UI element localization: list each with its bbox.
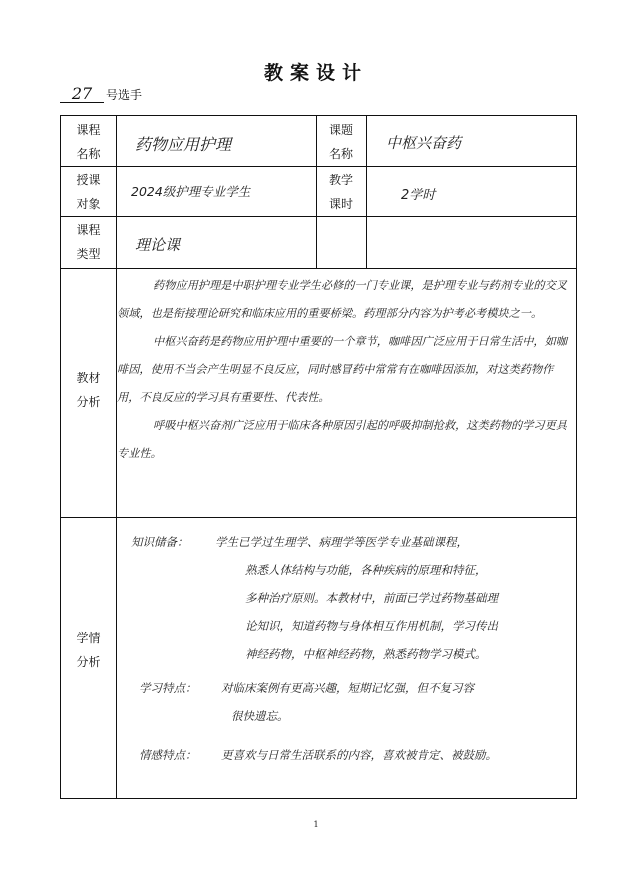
learning-trait-line-1: 对临床案例有更高兴趣，短期记忆强，但不复习容 (221, 681, 474, 695)
learning-trait-line-2: 很快遗忘。 (231, 709, 289, 723)
contestant-label: 号选手 (106, 88, 143, 102)
audience-value: 2024级护理专业学生 (131, 184, 251, 199)
emotion-trait-label: 情感特点： (139, 748, 197, 762)
course-name-value: 药物应用护理 (135, 135, 232, 154)
knowledge-line-5: 神经药物，中枢神经药物，熟悉药物学习模式。 (245, 647, 487, 661)
audience-label: 授课 对象 (76, 173, 101, 211)
lesson-plan-table (60, 115, 577, 799)
hours-value: 2学时 (401, 188, 436, 203)
knowledge-line-1: 学生已学过生理学、病理学等医学专业基础课程， (215, 535, 468, 549)
course-name-label: 课程 名称 (76, 123, 101, 161)
page-number: 1 (313, 820, 319, 829)
topic-label: 课题 名称 (328, 123, 353, 161)
material-paragraph-1: 药物应用护理是中职护理专业学生必修的一门专业课，是护理专业与药剂专业的交叉领域，也是衔接理论研究和临床应用的重要桥梁。药理部分内容为护考必考模块之一。 (117, 279, 567, 320)
material-paragraph-3: 呼吸中枢兴奋剂广泛应用于临床各种原因引起的呼吸抑制抢救，这类药物的学习更具专业性。 (117, 419, 567, 460)
knowledge-line-3: 多种治疗原则。本教材中，前面已学过药物基础理 (245, 591, 498, 605)
material-paragraph-2: 中枢兴奋药是药物应用护理中重要的一个章节，咖啡因广泛应用于日常生活中，如咖啡因，使用不当会产生明显不良反应，同时感冒药中常常有在咖啡因添加，对这类药物作用，不良反应的学习具有重要性、代表性。 (117, 335, 567, 404)
knowledge-line-4: 论知识，知道药物与身体相互作用机制，学习传出 (245, 619, 498, 633)
topic-value: 中枢兴奋药 (386, 134, 462, 152)
course-type-label: 课程 类型 (76, 223, 101, 261)
course-type-value: 理论课 (135, 236, 181, 254)
page-title: 教案设计 (263, 62, 368, 84)
knowledge-line-2: 熟悉人体结构与功能，各种疾病的原理和特征， (245, 563, 487, 577)
contestant-number-line (60, 86, 142, 103)
material-analysis-label: 教材 分析 (76, 371, 101, 409)
learning-trait-label: 学习特点： (139, 681, 197, 695)
contestant-number: 27 (60, 86, 104, 103)
emotion-trait-line-1: 更喜欢与日常生活联系的内容，喜欢被肯定、被鼓励。 (221, 748, 497, 762)
learner-analysis-label: 学情 分析 (76, 631, 101, 669)
material-analysis-text (117, 272, 569, 468)
knowledge-label: 知识储备： (131, 535, 189, 549)
hours-label: 教学 课时 (328, 173, 353, 211)
